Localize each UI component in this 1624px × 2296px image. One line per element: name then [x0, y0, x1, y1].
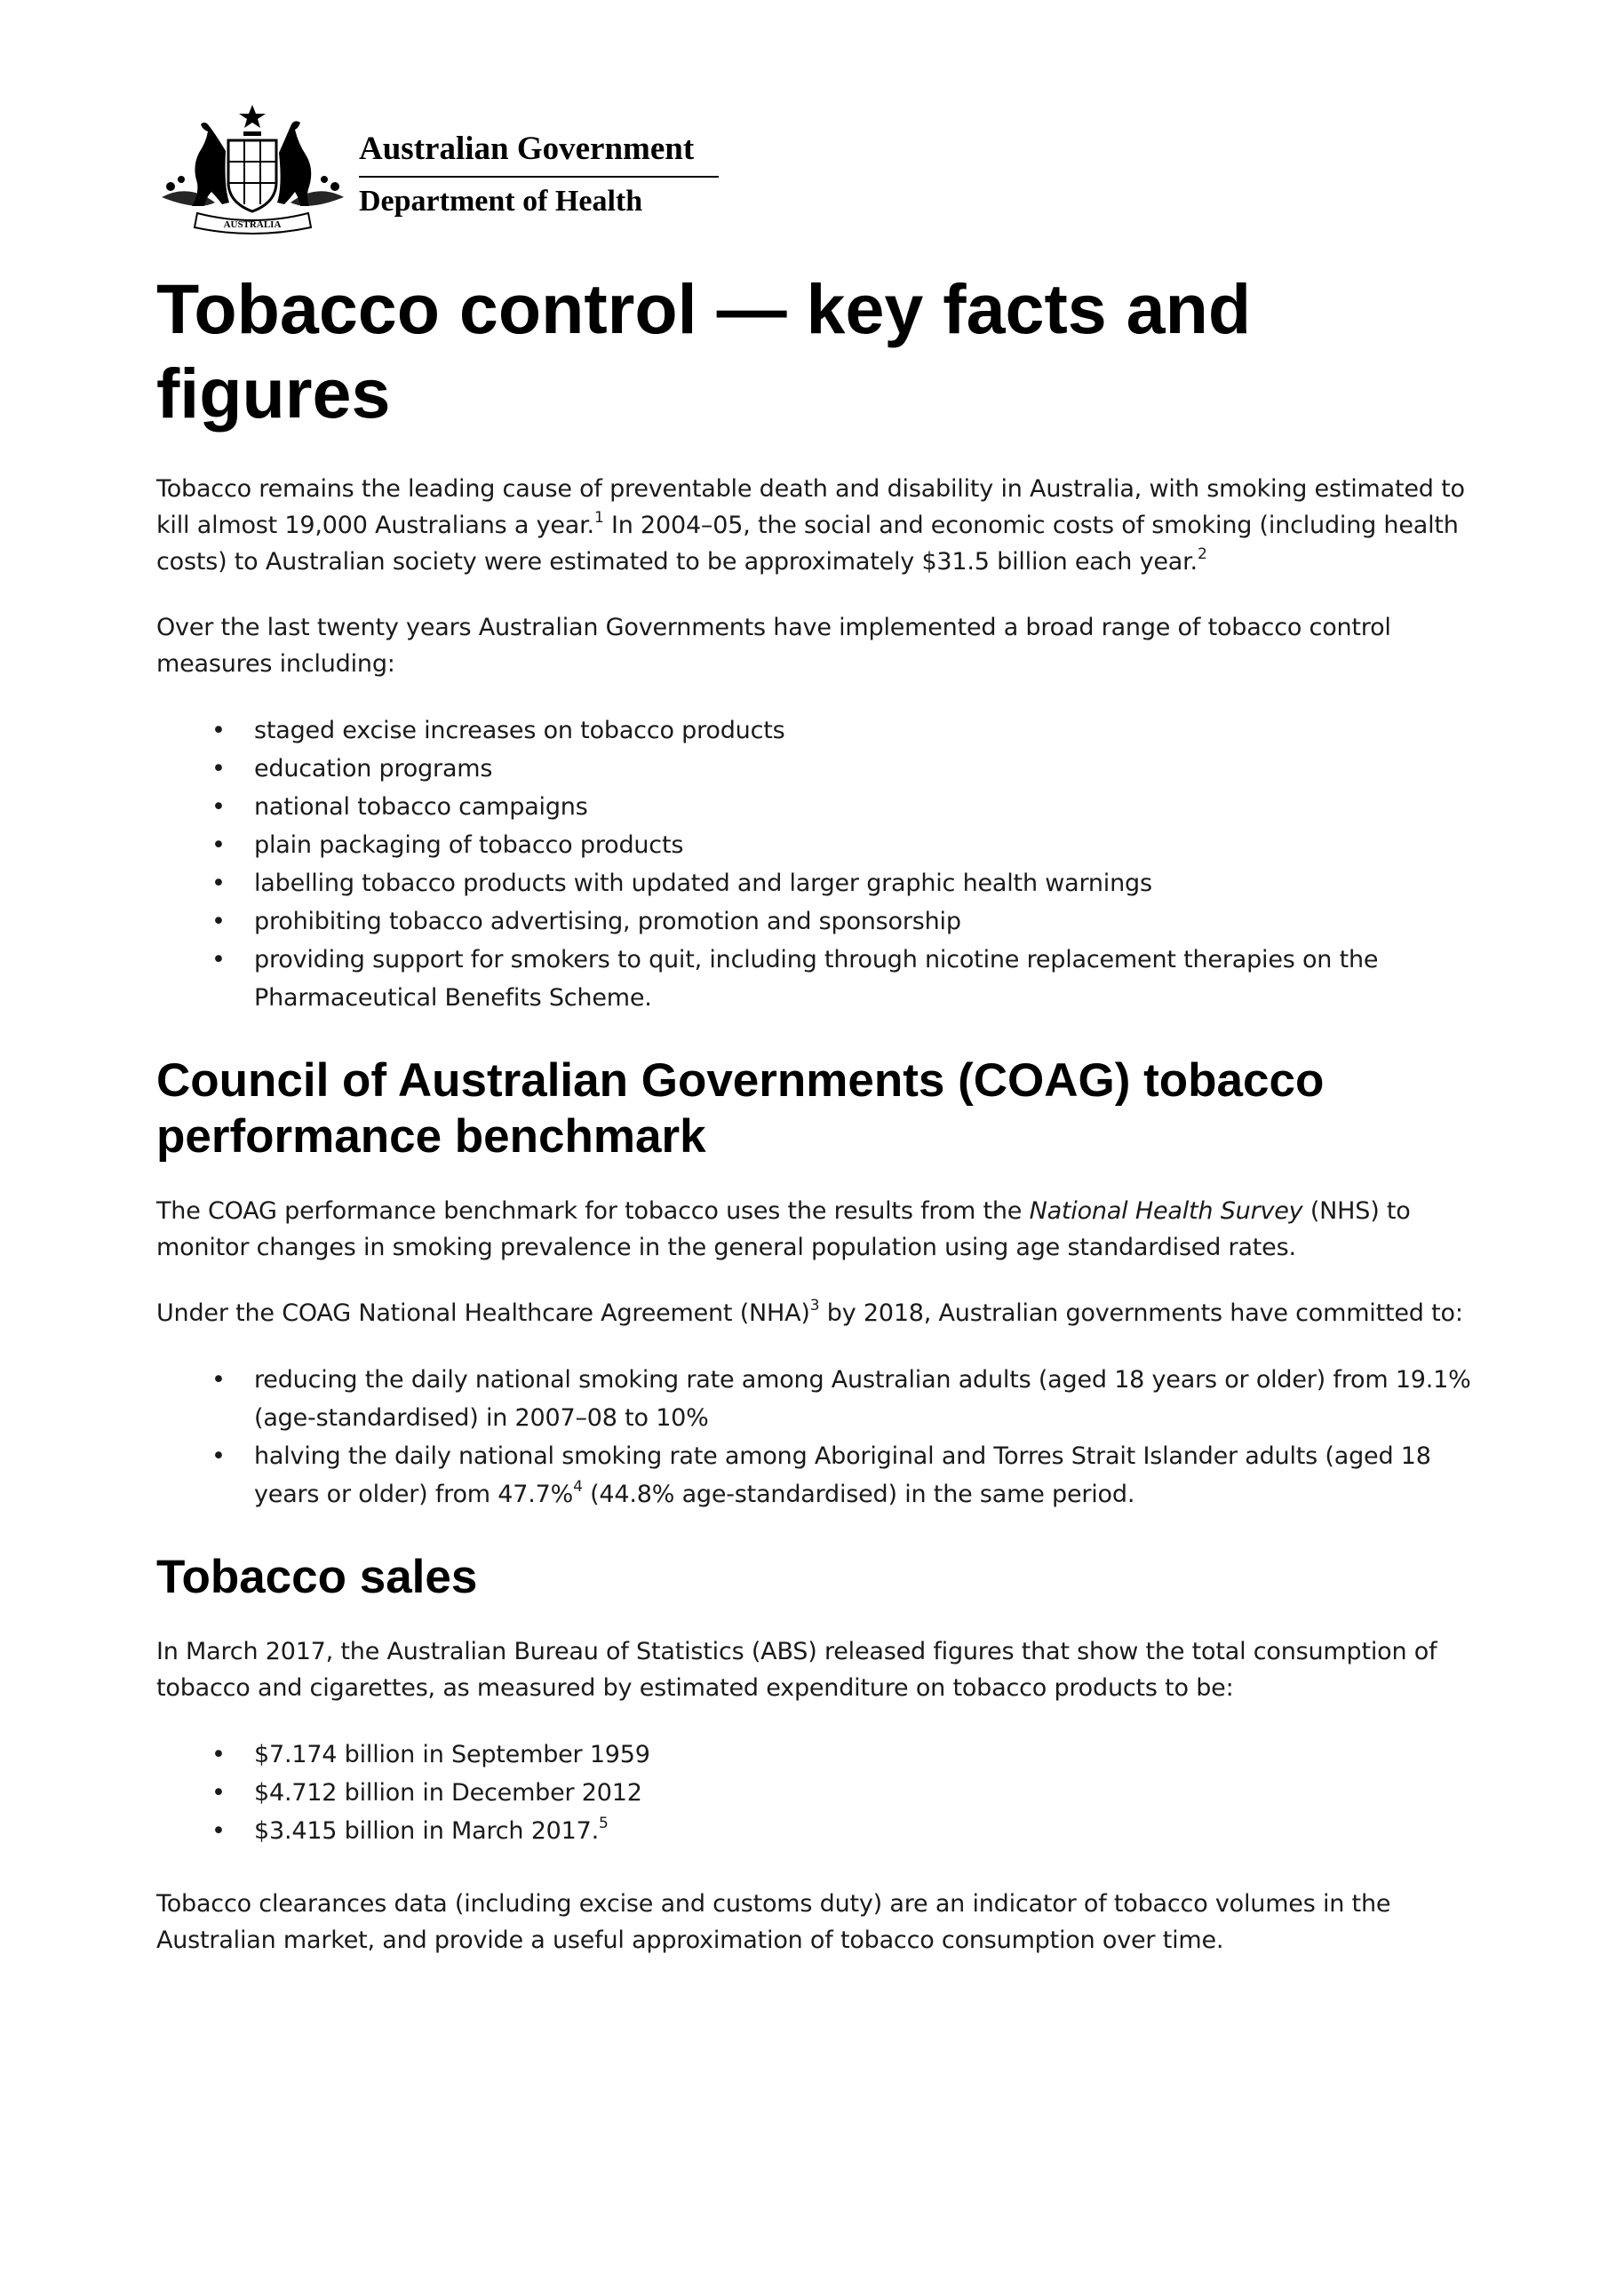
footnote-ref-3: 3 — [809, 1297, 820, 1315]
bullet-icon: • — [211, 1817, 226, 1845]
list-item: • education programs — [156, 750, 1489, 788]
department-name: Department of Health — [359, 185, 643, 218]
crest-scroll-text: AUSTRALIA — [223, 219, 282, 230]
government-wordmark — [359, 131, 723, 218]
bullet-icon: • — [211, 755, 226, 783]
bullet-icon: • — [211, 946, 226, 973]
footnote-ref-5: 5 — [599, 1815, 609, 1832]
bullet-icon: • — [211, 1779, 226, 1807]
footnote-ref-2: 2 — [1197, 545, 1207, 563]
government-name: Australian Government — [359, 131, 695, 167]
coag-paragraph-1: The COAG performance benchmark for tobacco uses the results from the National Health Survey (NHS) to monitor changes in smoking prevalence in the general population using age standardised rates. — [156, 1197, 1411, 1261]
list-item: • $3.415 billion in March 2017.$^5$ — [156, 1812, 1489, 1850]
sales-paragraph-2: Tobacco clearances data (including excise and customs duty) are an indicator of tobacco volumes in the Australian market, and provide a useful approximation of tobacco consumption over time. — [156, 1890, 1391, 1954]
sales-paragraph-1: In March 2017, the Australian Bureau of Statistics (ABS) released figures that show the total consumption of tobacco and cigarettes, as measured by estimated expenditure on tobacco products to be: — [156, 1638, 1437, 1702]
coag-commitments-list — [156, 1361, 1489, 1513]
bullet-icon: • — [211, 1366, 226, 1394]
intro-text-a: Tobacco remains the leading cause of preventable death and disability in Australia, with smoking estimated to kill almost 19,000 Australians a year. — [156, 475, 1465, 539]
footnote-ref-4: 4 — [573, 1478, 583, 1496]
intro-text-b: In 2004–05, the social and economic costs of smoking (including health costs) to Australian society were estimated to be approximately $31.5 billion each year. — [156, 512, 1459, 576]
page-title: Tobacco control — key facts and figures — [156, 269, 1252, 433]
list-item: • staged excise increases on tobacco products — [156, 711, 1489, 750]
list-item: • halving the daily national smoking rate among Aboriginal and Torres Strait Islander adults (aged 18 years or older) from 47.7%$^4$ (44.8% age-standardised) in the same period. — [156, 1437, 1489, 1513]
coag-paragraph-2: Under the COAG National Healthcare Agreement (NHA)$^3$ by 2018, Australian governments have committed to: — [156, 1297, 1463, 1327]
list-item: • national tobacco campaigns — [156, 788, 1489, 826]
footnote-ref-1: 1 — [593, 509, 604, 527]
government-header — [153, 98, 730, 240]
bullet-icon: • — [211, 717, 226, 744]
wordmark-divider — [359, 176, 719, 178]
list-item: • $4.712 billion in December 2012 — [156, 1774, 1489, 1812]
intro-paragraph-1 — [156, 471, 1489, 580]
bullet-icon: • — [211, 1442, 226, 1470]
bullet-icon: • — [211, 831, 226, 859]
list-item: • reducing the daily national smoking rate among Australian adults (aged 18 years or older) from 19.1% (age-standardised) in 2007–08 to 10% — [156, 1361, 1489, 1437]
bullet-icon: • — [211, 870, 226, 897]
coat-of-arms-icon — [153, 98, 353, 240]
bullet-icon: • — [211, 793, 226, 821]
survey-name: National Health Survey — [1029, 1197, 1303, 1225]
list-item: • providing support for smokers to quit, including through nicotine replacement therapies on the Pharmaceutical Benefits Scheme. — [156, 941, 1489, 1017]
sales-figures-list — [156, 1736, 1489, 1850]
bullet-icon: • — [211, 1741, 226, 1768]
document-body — [156, 266, 1489, 1988]
list-item: • plain packaging of tobacco products — [156, 826, 1489, 864]
coag-heading: Council of Australian Governments (COAG) tobacco performance benchmark — [156, 1054, 1325, 1163]
intro-paragraph-2: Over the last twenty years Australian Governments have implemented a broad range of tobacco control measures including: — [156, 614, 1391, 678]
sales-heading: Tobacco sales — [156, 1551, 478, 1603]
bullet-icon: • — [211, 908, 226, 935]
list-item: • prohibiting tobacco advertising, promotion and sponsorship — [156, 902, 1489, 941]
measures-list — [156, 711, 1489, 1017]
list-item: • $7.174 billion in September 1959 — [156, 1736, 1489, 1774]
list-item: • labelling tobacco products with updated and larger graphic health warnings — [156, 864, 1489, 902]
